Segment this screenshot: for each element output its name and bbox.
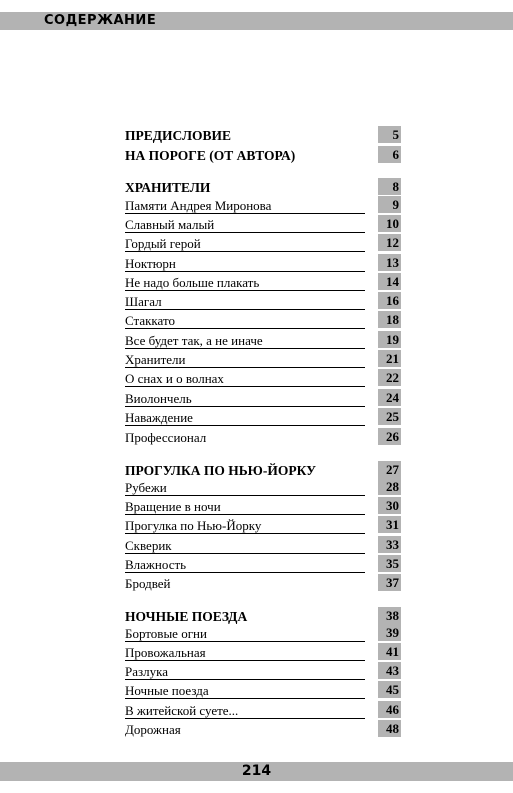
toc-entry-title: Разлука	[125, 664, 169, 679]
toc-entry	[125, 311, 401, 329]
toc-page-number: 37	[378, 574, 401, 591]
toc-entry-underline	[125, 213, 365, 214]
toc-page-number: 26	[378, 428, 401, 445]
toc-entry	[125, 196, 401, 214]
toc-page-number: 39	[378, 624, 401, 641]
toc-entry	[125, 643, 401, 661]
toc-page-number: 38	[378, 607, 401, 624]
footer-bar	[0, 762, 513, 781]
toc-entry-title: Прогулка по Нью-Йорку	[125, 518, 262, 533]
toc-entry-underline	[125, 309, 365, 310]
toc-entry-title: Памяти Андрея Миронова	[125, 198, 272, 213]
toc-entry-underline	[125, 698, 365, 699]
toc-page-number: 19	[378, 331, 401, 348]
toc-page-number: 18	[378, 311, 401, 328]
toc-entry-title: ХРАНИТЕЛИ	[125, 180, 211, 195]
toc-section-heading	[125, 607, 401, 625]
toc-entry	[125, 497, 401, 515]
toc-section-heading	[125, 126, 401, 144]
toc-entry-title: Дорожная	[125, 722, 181, 737]
toc-entry-underline	[125, 328, 365, 329]
toc-entry-title: Ночные поезда	[125, 683, 209, 698]
toc-entry-title: Не надо больше плакать	[125, 275, 260, 290]
toc-section-heading	[125, 178, 401, 196]
toc-entry	[125, 720, 401, 738]
toc-entry-title: Вращение в ночи	[125, 499, 221, 514]
toc-entry	[125, 662, 401, 680]
toc-entry-title: Провожальная	[125, 645, 206, 660]
toc-page-number: 24	[378, 389, 401, 406]
toc-page-number: 8	[378, 178, 401, 195]
toc-entry-underline	[125, 679, 365, 680]
toc-entry-underline	[125, 660, 365, 661]
toc-entry-title: Шагал	[125, 294, 162, 309]
toc-entry	[125, 516, 401, 534]
toc-page-number: 43	[378, 662, 401, 679]
toc-entry-title: ПРОГУЛКА ПО НЬЮ-ЙОРКУ	[125, 463, 317, 478]
page-title: СОДЕРЖАНИЕ	[44, 13, 157, 28]
toc-page-number: 5	[378, 126, 401, 143]
toc-entry-title: В житейской суете...	[125, 703, 239, 718]
toc-entry	[125, 478, 401, 496]
toc-page-number: 27	[378, 461, 401, 478]
toc-entry-underline	[125, 290, 365, 291]
toc-entry	[125, 701, 401, 719]
toc-entry	[125, 681, 401, 699]
toc-entry	[125, 428, 401, 446]
toc-page-number: 30	[378, 497, 401, 514]
toc-page-number: 25	[378, 408, 401, 425]
toc-entry-title: Скверик	[125, 538, 172, 553]
toc-entry-title: Виолончель	[125, 391, 192, 406]
toc-page-number: 45	[378, 681, 401, 698]
page-number: 214	[241, 763, 272, 779]
toc-entry	[125, 408, 401, 426]
toc-page-number: 10	[378, 215, 401, 232]
toc-entry	[125, 273, 401, 291]
toc-section-heading	[125, 461, 401, 479]
toc-entry-underline	[125, 533, 365, 534]
toc-entry-title: Хранители	[125, 352, 186, 367]
toc-page-number: 13	[378, 254, 401, 271]
toc-entry-underline	[125, 425, 365, 426]
toc-entry-title: Наваждение	[125, 410, 193, 425]
toc-entry-title: Бродвей	[125, 576, 171, 591]
toc-page-number: 9	[378, 196, 401, 213]
toc-entry	[125, 555, 401, 573]
toc-page-number: 35	[378, 555, 401, 572]
toc-page-number: 46	[378, 701, 401, 718]
toc-entry-title: НОЧНЫЕ ПОЕЗДА	[125, 609, 248, 624]
toc-entry-underline	[125, 367, 365, 368]
toc-entry-title: ПРЕДИСЛОВИЕ	[125, 128, 232, 143]
toc-entry	[125, 234, 401, 252]
toc-entry-underline	[125, 514, 365, 515]
toc-entry-underline	[125, 232, 365, 233]
toc-page-number: 21	[378, 350, 401, 367]
toc-page-number: 48	[378, 720, 401, 737]
toc-entry-title: Ноктюрн	[125, 256, 176, 271]
toc-entry	[125, 254, 401, 272]
toc-entry	[125, 624, 401, 642]
toc-page-number: 6	[378, 146, 401, 163]
toc-page-number: 16	[378, 292, 401, 309]
toc-entry-underline	[125, 495, 365, 496]
toc-entry-underline	[125, 572, 365, 573]
toc-entry-title: Бортовые огни	[125, 626, 207, 641]
toc-entry-underline	[125, 251, 365, 252]
toc-page-number: 31	[378, 516, 401, 533]
toc-entry	[125, 292, 401, 310]
toc-entry-title: Славный малый	[125, 217, 215, 232]
toc-entry	[125, 369, 401, 387]
toc-entry-title: О снах и о волнах	[125, 371, 224, 386]
toc-page-number: 22	[378, 369, 401, 386]
toc-entry-underline	[125, 718, 365, 719]
toc-page-number: 14	[378, 273, 401, 290]
header-bar	[0, 12, 513, 30]
toc-entry-underline	[125, 386, 365, 387]
toc-entry-underline	[125, 348, 365, 349]
toc-section-heading	[125, 146, 401, 164]
toc-entry	[125, 536, 401, 554]
toc-entry	[125, 389, 401, 407]
toc-entry	[125, 350, 401, 368]
toc-entry-title: НА ПОРОГЕ (ОТ АВТОРА)	[125, 148, 296, 163]
toc-entry-title: Все будет так, а не иначе	[125, 333, 263, 348]
toc-entry-title: Влажность	[125, 557, 187, 572]
toc-entry-title: Стаккато	[125, 313, 175, 328]
toc-page-number: 33	[378, 536, 401, 553]
toc-entry	[125, 331, 401, 349]
toc-entry-underline	[125, 271, 365, 272]
toc-entry-title: Профессионал	[125, 430, 207, 445]
toc-page-number: 28	[378, 478, 401, 495]
toc-entry-underline	[125, 641, 365, 642]
toc-entry-title: Гордый герой	[125, 236, 201, 251]
toc-entry-underline	[125, 406, 365, 407]
toc-entry-title: Рубежи	[125, 480, 167, 495]
toc-entry	[125, 215, 401, 233]
toc-entry	[125, 574, 401, 592]
toc-entry-underline	[125, 553, 365, 554]
toc-page-number: 12	[378, 234, 401, 251]
toc-page-number: 41	[378, 643, 401, 660]
